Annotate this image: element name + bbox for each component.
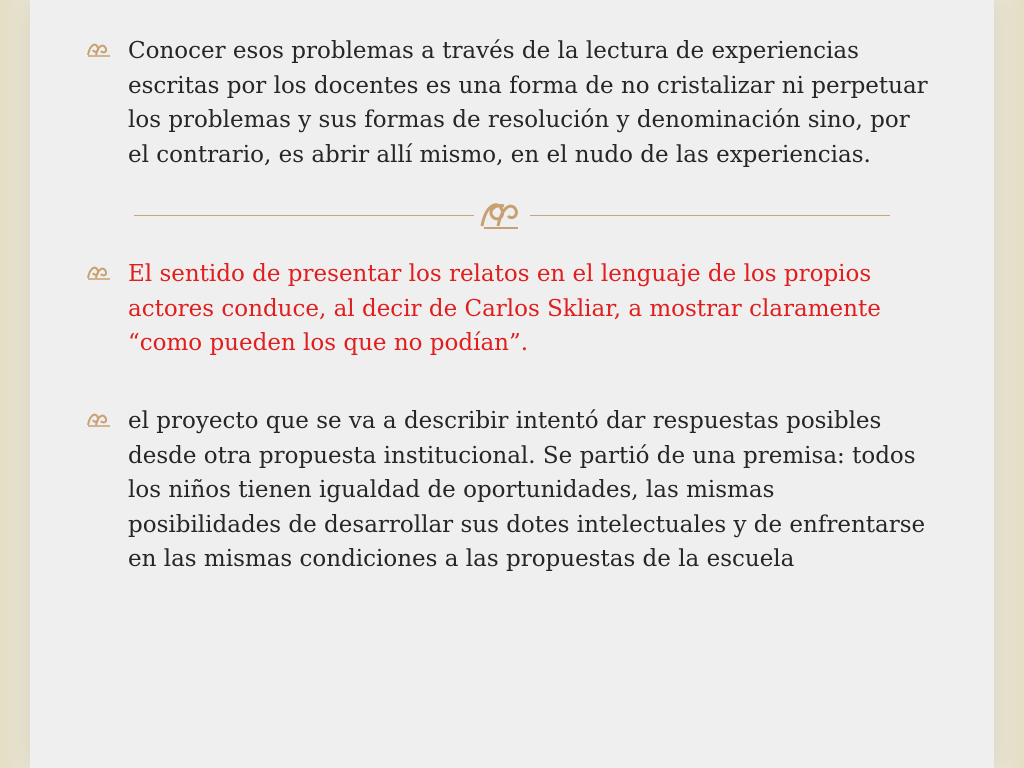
bullet-text: el proyecto que se va a describir intentó dar respuestas posibles desde otra propuesta institucional. Se partió de una premisa: todos los niños tienen igualdad de oportunidades, las mismas posibilidades de desarrollar sus dotes intelectuales y de enfrentarse en las mismas condiciones a las propuestas de la escuela bbox=[128, 408, 926, 572]
divider-line-right bbox=[530, 215, 890, 216]
bullet-text: Conocer esos problemas a través de la lectura de experiencias escritas por los docentes es una forma de no cristalizar ni perpetuar los problemas y sus formas de resolución y denominación sino, por el contrario, es abrir allí mismo, en el nudo de las experiencias. bbox=[128, 38, 928, 168]
divider-line-left bbox=[134, 215, 474, 216]
flourish-bullet-icon bbox=[86, 410, 112, 428]
flourish-bullet-icon bbox=[86, 263, 112, 281]
ornament-divider-icon bbox=[478, 196, 522, 232]
bullet-text-highlighted: El sentido de presentar los relatos en el lenguaje de los propios actores conduce, al decir de Carlos Skliar, a mostrar claramente “como pueden los que no podían”. bbox=[128, 261, 881, 356]
flourish-bullet-icon bbox=[86, 40, 112, 58]
